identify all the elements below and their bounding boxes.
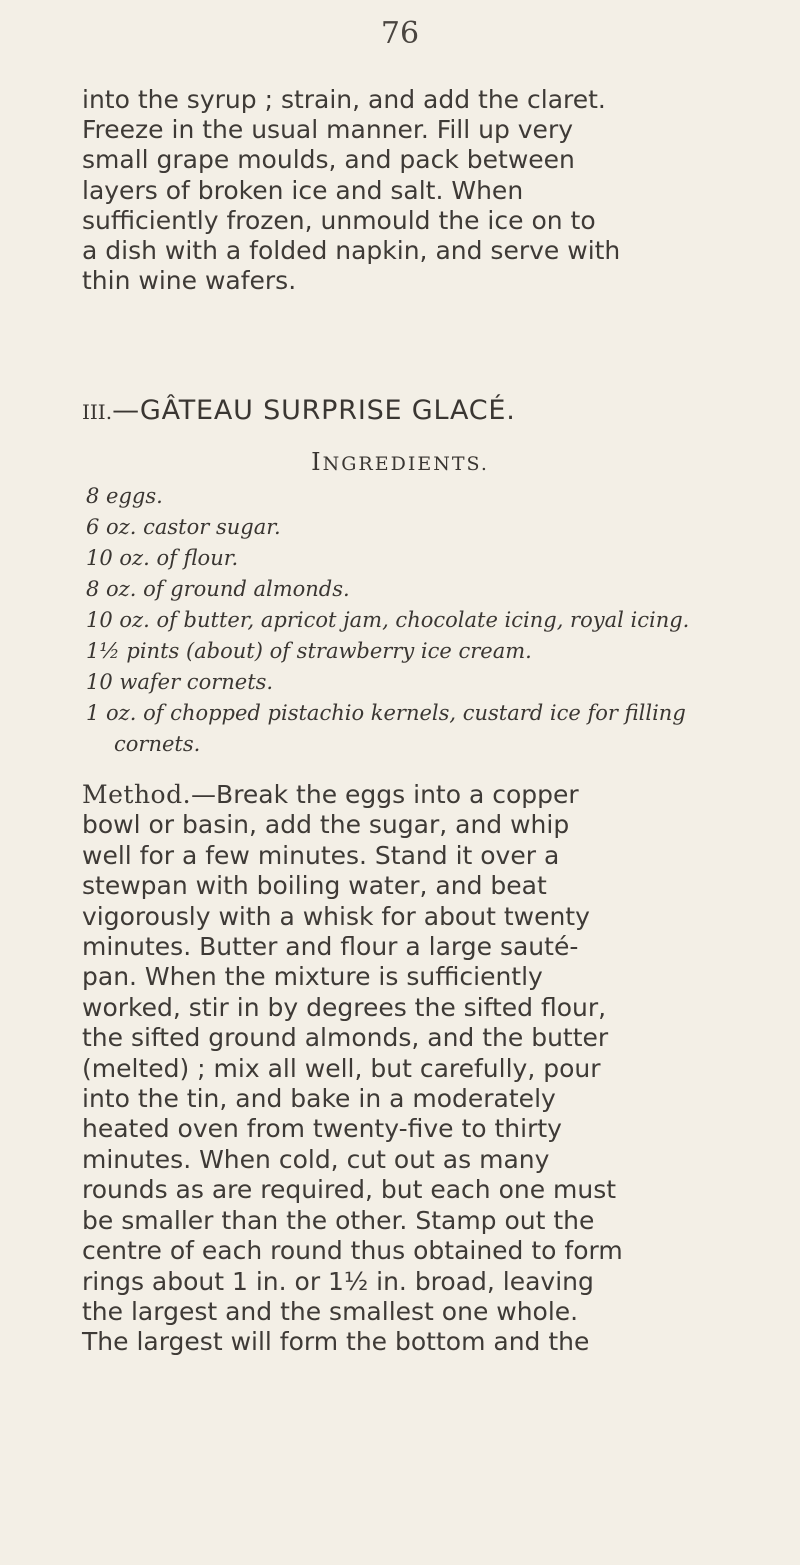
text-line: stewpan with boiling water, and beat [82, 871, 547, 901]
recipe-number: III. [82, 400, 113, 424]
recipe-title-text: —GÂTEAU SURPRISE GLACÉ. [112, 395, 516, 426]
text-line: minutes. When cold, cut out as many [82, 1144, 550, 1174]
text-line: Freeze in the usual manner. Fill up very [82, 115, 574, 145]
text-line: into the tin, and bake in a moderately [82, 1084, 556, 1114]
text-line: a dish with a folded napkin, and serve with [82, 236, 621, 266]
text-line: vigorously with a whisk for about twenty [82, 901, 590, 931]
text-line: The largest will form the bottom and the [82, 1327, 590, 1357]
ingredient-item: 10 wafer cornets. [86, 670, 274, 694]
text-line [82, 780, 722, 810]
text-line: minutes. Butter and flour a large sauté- [82, 932, 579, 962]
ingredients-list [86, 481, 736, 760]
ingredients-heading [0, 448, 800, 476]
text-line: pan. When the mixture is sufficiently [82, 962, 543, 992]
method-first-text: —Break the eggs into a copper [191, 780, 579, 809]
text-line: into the syrup ; strain, and add the claret. [82, 85, 606, 114]
ingredient-item: 1 oz. of chopped pistachio kernels, custard ice for filling cornets. [86, 701, 686, 756]
ingredient-item: 10 oz. of butter, apricot jam, chocolate icing, royal icing. [86, 608, 690, 632]
ingredient-item: 10 oz. of flour. [86, 546, 239, 570]
text-line: worked, stir in by degrees the sifted flour, [82, 992, 607, 1022]
ingredient-item: 8 oz. of ground almonds. [86, 577, 350, 601]
recipe-title [82, 395, 722, 426]
text-line: be smaller than the other. Stamp out the [82, 1205, 595, 1235]
text-line: rounds as are required, but each one must [82, 1175, 617, 1205]
ingredient-item: 1½ pints (about) of strawberry ice cream. [86, 639, 532, 663]
ingredients-heading-rest: NGREDIENTS. [322, 453, 489, 475]
text-line: well for a few minutes. Stand it over a [82, 840, 560, 870]
text-line: thin wine wafers. [82, 266, 297, 296]
method-label: Method. [82, 780, 192, 809]
text-line: small grape moulds, and pack between [82, 145, 575, 175]
page-number: 76 [380, 16, 420, 51]
ingredients-heading-initial: I [311, 448, 323, 476]
text-line: rings about 1 in. or 1½ in. broad, leaving [82, 1266, 594, 1296]
text-line: centre of each round thus obtained to form [82, 1236, 623, 1266]
text-line: heated oven from twenty-five to thirty [82, 1114, 562, 1144]
ingredient-item: 8 eggs. [86, 484, 163, 508]
text-line: layers of broken ice and salt. When [82, 175, 524, 205]
text-line: the largest and the smallest one whole. [82, 1296, 579, 1326]
continued-paragraph [82, 85, 722, 296]
method-paragraph [82, 780, 722, 1358]
text-line: the sifted ground almonds, and the butter [82, 1023, 609, 1053]
text-line: bowl or basin, add the sugar, and whip [82, 810, 570, 840]
text-line: (melted) ; mix all well, but carefully, pour [82, 1053, 601, 1083]
text-line: sufficiently frozen, unmould the ice on to [82, 205, 596, 235]
ingredient-item: 6 oz. castor sugar. [86, 515, 281, 539]
